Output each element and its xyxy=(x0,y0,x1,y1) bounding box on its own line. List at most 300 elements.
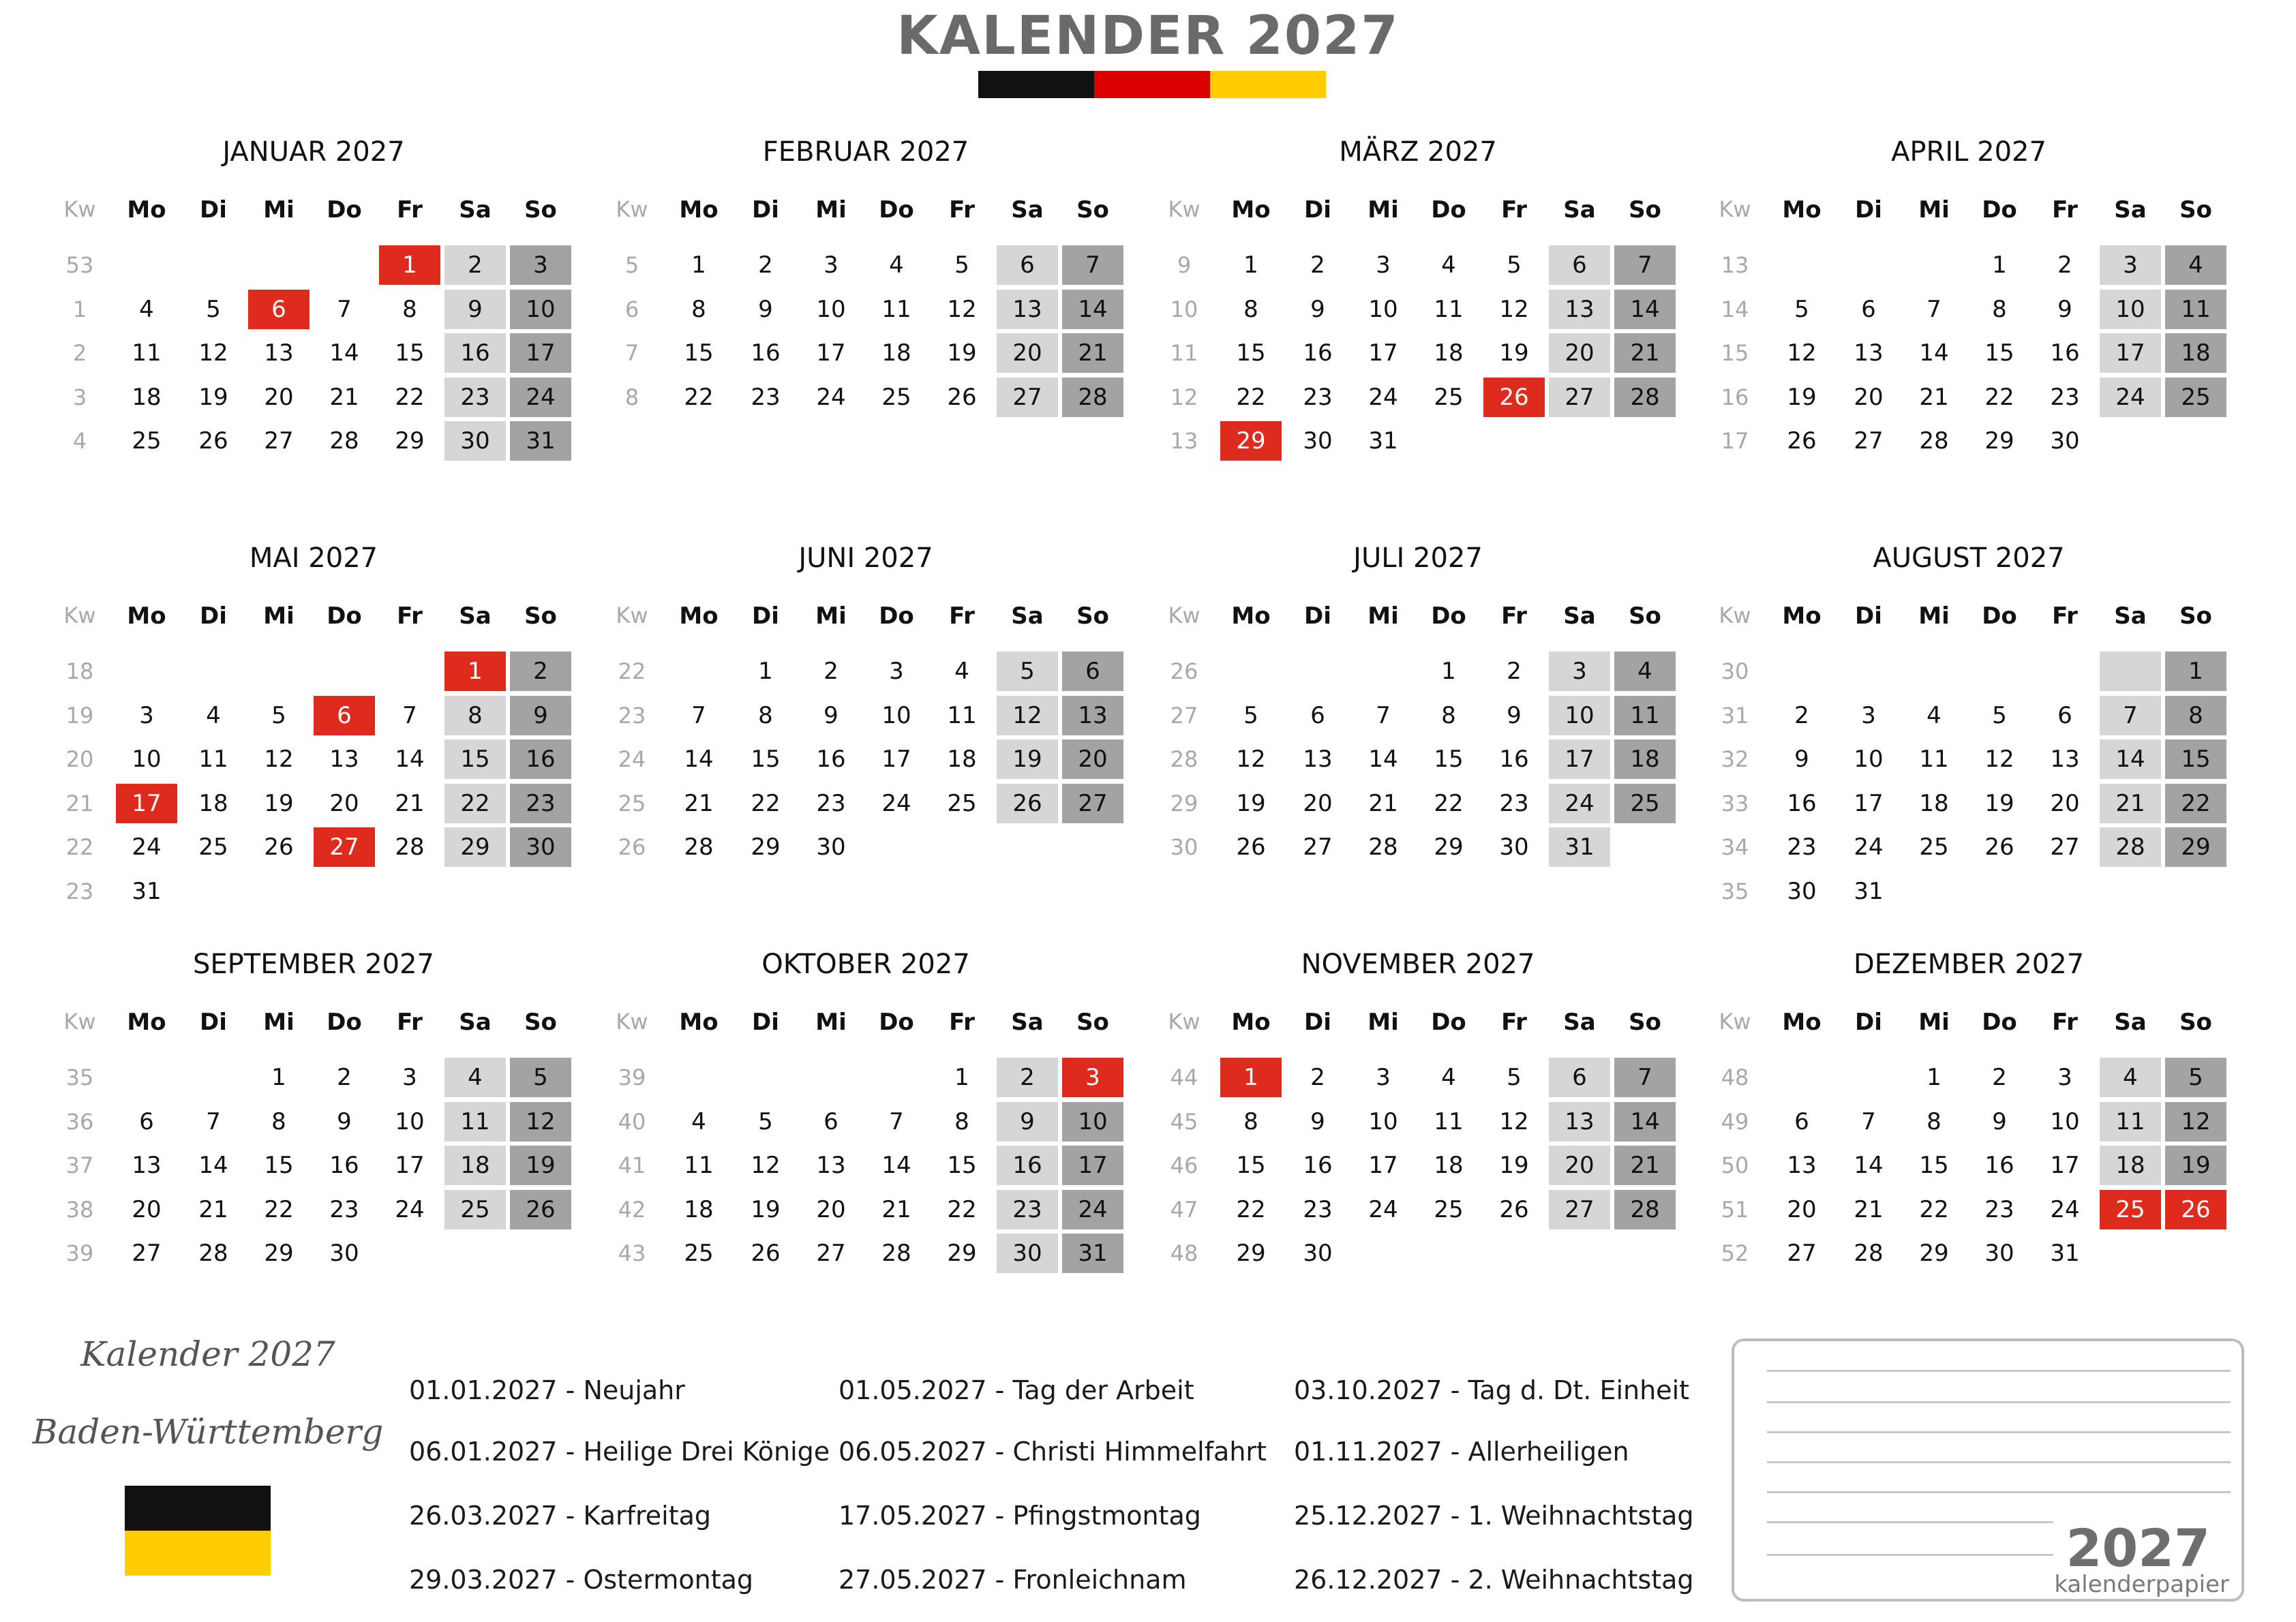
weekday-header: Mi xyxy=(815,196,847,224)
day-cell: 13 xyxy=(132,1152,162,1179)
week-number: 26 xyxy=(1170,658,1198,684)
week-number: 47 xyxy=(1170,1196,1198,1223)
weekday-header: Mo xyxy=(1231,602,1271,630)
day-cell: 18 xyxy=(132,383,162,411)
day-cell: 11 xyxy=(2100,1102,2161,1142)
day-cell: 4 xyxy=(1927,701,1942,729)
week-number: 25 xyxy=(618,790,646,816)
day-cell: 23 xyxy=(1984,1195,2014,1223)
day-cell: 15 xyxy=(2165,739,2226,779)
weekday-header: Mi xyxy=(263,602,294,630)
day-cell: 3 xyxy=(824,251,839,279)
day-cell: 25 xyxy=(1434,383,1464,411)
day-cell: 13 xyxy=(329,746,359,773)
day-cell: 15 xyxy=(947,1152,977,1179)
day-cell: 9 xyxy=(510,696,571,735)
day-cell: 19 xyxy=(2165,1146,2226,1185)
month-block xyxy=(1152,136,1684,545)
day-cell: 24 xyxy=(1549,784,1610,823)
week-number: 36 xyxy=(65,1108,94,1135)
day-cell: 5 xyxy=(1794,295,1809,323)
day-cell: 15 xyxy=(264,1152,294,1179)
day-cell: 16 xyxy=(510,739,571,779)
week-number: 29 xyxy=(1170,790,1198,816)
weekday-header: Di xyxy=(1855,196,1882,224)
day-cell: 10 xyxy=(132,746,162,773)
note-line xyxy=(1767,1554,2053,1556)
day-cell: 8 xyxy=(1243,1107,1258,1135)
weekday-header: Sa xyxy=(2114,602,2147,630)
week-number: 22 xyxy=(65,834,94,860)
holiday-item: 29.03.2027 - Ostermontag xyxy=(409,1565,754,1595)
day-cell: 5 xyxy=(1992,701,2007,729)
day-cell: 2 xyxy=(758,251,773,279)
day-cell: 18 xyxy=(1919,789,1949,817)
flag-stripe-red xyxy=(1094,71,1210,98)
weekday-header: Di xyxy=(752,1009,779,1036)
german-flag xyxy=(978,71,1326,98)
day-cell: 26 xyxy=(264,833,294,861)
note-line xyxy=(1767,1521,2053,1523)
day-cell: 29 xyxy=(2165,827,2226,867)
day-cell: 20 xyxy=(2050,789,2080,817)
day-cell: 23 xyxy=(2050,383,2080,411)
day-cell: 9 xyxy=(337,1107,352,1135)
day-cell: 20 xyxy=(1062,739,1123,779)
day-cell: 5 xyxy=(510,1058,571,1097)
day-cell: 25 xyxy=(198,833,228,861)
week-number: 15 xyxy=(1721,340,1749,366)
week-number: 4 xyxy=(72,428,87,454)
day-cell: 18 xyxy=(1434,1152,1464,1179)
day-cell: 23 xyxy=(997,1190,1058,1229)
weekday-header: Di xyxy=(1304,1009,1331,1036)
day-cell: 4 xyxy=(139,295,154,323)
day-cell: 8 xyxy=(1243,295,1258,323)
week-number: 10 xyxy=(1170,296,1198,322)
month-title: OKTOBER 2027 xyxy=(761,949,970,980)
weekday-header: Mo xyxy=(1782,1009,1822,1036)
kw-header: Kw xyxy=(63,1009,96,1035)
day-cell: 27 xyxy=(997,378,1058,417)
day-cell: 16 xyxy=(1303,1152,1333,1179)
day-cell: 28 xyxy=(1614,1190,1676,1229)
day-cell: 9 xyxy=(1794,746,1809,773)
day-cell: 21 xyxy=(1368,789,1398,817)
day-cell: 31 xyxy=(1854,877,1884,905)
week-number: 33 xyxy=(1721,790,1749,816)
day-cell: 16 xyxy=(751,339,781,367)
day-cell: 11 xyxy=(1434,1107,1464,1135)
day-cell: 6 xyxy=(1794,1107,1809,1135)
day-cell: 2 xyxy=(1992,1064,2007,1091)
week-number: 28 xyxy=(1170,746,1198,772)
day-cell: 20 xyxy=(816,1195,846,1223)
day-cell: 12 xyxy=(997,696,1058,735)
day-cell: 10 xyxy=(2100,290,2161,329)
day-cell: 15 xyxy=(1236,1152,1266,1179)
day-cell: 3 xyxy=(139,701,154,729)
day-cell: 13 xyxy=(264,339,294,367)
day-cell: 9 xyxy=(1310,295,1325,323)
day-cell: 19 xyxy=(1236,789,1266,817)
weekday-header: Sa xyxy=(459,602,492,630)
day-cell: 10 xyxy=(510,290,571,329)
weekday-header: Do xyxy=(879,196,914,224)
day-cell: 24 xyxy=(1368,383,1398,411)
day-cell: 13 xyxy=(1062,696,1123,735)
day-cell: 13 xyxy=(1549,290,1610,329)
kw-header: Kw xyxy=(616,1009,648,1035)
day-cell: 27 xyxy=(1854,427,1884,455)
day-cell: 23 xyxy=(444,378,506,417)
day-cell: 13 xyxy=(997,290,1058,329)
day-cell: 12 xyxy=(751,1152,781,1179)
week-number: 1 xyxy=(72,296,87,322)
month-block xyxy=(1152,542,1684,951)
weekday-header: Do xyxy=(327,1009,362,1036)
day-cell: 31 xyxy=(2050,1240,2080,1267)
day-cell: 17 xyxy=(2050,1152,2080,1179)
empty-weekend-cell xyxy=(2100,652,2161,691)
day-cell: 12 xyxy=(264,746,294,773)
day-cell: 14 xyxy=(684,746,714,773)
day-cell: 7 xyxy=(1861,1107,1876,1135)
month-title: NOVEMBER 2027 xyxy=(1301,949,1535,980)
weekday-header: Sa xyxy=(1563,1009,1596,1036)
day-cell: 30 xyxy=(329,1240,359,1267)
day-cell: 19 xyxy=(198,383,228,411)
day-cell: 12 xyxy=(510,1102,571,1142)
day-cell: 8 xyxy=(1441,701,1456,729)
day-cell: 7 xyxy=(889,1107,904,1135)
day-cell: 6 xyxy=(1062,652,1123,691)
day-cell: 9 xyxy=(444,290,506,329)
month-block xyxy=(1703,949,2235,1358)
day-cell: 21 xyxy=(198,1195,228,1223)
day-cell: 2 xyxy=(444,245,506,285)
day-cell: 5 xyxy=(1243,701,1258,729)
day-cell: 24 xyxy=(510,378,571,417)
holiday-item: 26.12.2027 - 2. Weihnachtstag xyxy=(1294,1565,1694,1595)
week-number: 3 xyxy=(72,384,87,410)
day-cell: 16 xyxy=(2050,339,2080,367)
weekday-header: So xyxy=(2179,602,2212,630)
day-cell: 24 xyxy=(2050,1195,2080,1223)
week-number: 27 xyxy=(1170,702,1198,729)
holiday-item: 26.03.2027 - Karfreitag xyxy=(409,1501,712,1531)
weekday-header: Fr xyxy=(2052,196,2078,224)
day-cell: 2 xyxy=(824,658,839,685)
month-title: APRIL 2027 xyxy=(1891,136,2046,168)
day-cell: 18 xyxy=(444,1146,506,1185)
day-cell: 16 xyxy=(329,1152,359,1179)
day-cell: 16 xyxy=(444,333,506,373)
day-cell: 30 xyxy=(997,1234,1058,1273)
day-cell: 5 xyxy=(758,1107,773,1135)
day-cell: 11 xyxy=(1919,746,1949,773)
day-cell: 25 xyxy=(132,427,162,455)
holiday-day-cell: 25 xyxy=(2100,1190,2161,1229)
day-cell: 8 xyxy=(1927,1107,1942,1135)
day-cell: 28 xyxy=(1614,378,1676,417)
weekday-header: Mi xyxy=(263,196,294,224)
note-line xyxy=(1767,1461,2231,1463)
day-cell: 21 xyxy=(1614,333,1676,373)
holiday-day-cell: 26 xyxy=(1483,378,1545,417)
day-cell: 10 xyxy=(1368,295,1398,323)
day-cell: 4 xyxy=(954,658,969,685)
day-cell: 14 xyxy=(1614,1102,1676,1142)
day-cell: 10 xyxy=(1549,696,1610,735)
day-cell: 30 xyxy=(1303,427,1333,455)
region-name: Baden-Württemberg xyxy=(32,1412,384,1452)
day-cell: 23 xyxy=(751,383,781,411)
day-cell: 4 xyxy=(1441,251,1456,279)
note-line xyxy=(1767,1401,2231,1403)
month-block xyxy=(1703,542,2235,951)
day-cell: 7 xyxy=(1614,245,1676,285)
day-cell: 20 xyxy=(264,383,294,411)
day-cell: 29 xyxy=(1919,1240,1949,1267)
weekday-header: Do xyxy=(327,602,362,630)
holiday-item: 06.05.2027 - Christi Himmelfahrt xyxy=(839,1437,1267,1467)
day-cell: 17 xyxy=(1062,1146,1123,1185)
day-cell: 13 xyxy=(1303,746,1333,773)
day-cell: 27 xyxy=(1062,784,1123,823)
weekday-header: Do xyxy=(879,1009,914,1036)
flag-stripe-gold xyxy=(1210,71,1326,98)
holiday-item: 01.01.2027 - Neujahr xyxy=(409,1375,685,1405)
day-cell: 11 xyxy=(1614,696,1676,735)
day-cell: 27 xyxy=(2050,833,2080,861)
weekday-header: Mo xyxy=(1782,196,1822,224)
day-cell: 9 xyxy=(1992,1107,2007,1135)
day-cell: 23 xyxy=(510,784,571,823)
day-cell: 15 xyxy=(684,339,714,367)
holiday-day-cell: 1 xyxy=(1220,1058,1282,1097)
day-cell: 30 xyxy=(816,833,846,861)
day-cell: 5 xyxy=(1507,251,1522,279)
day-cell: 21 xyxy=(1854,1195,1884,1223)
day-cell: 7 xyxy=(402,701,417,729)
day-cell: 25 xyxy=(1919,833,1949,861)
week-number: 38 xyxy=(65,1196,94,1223)
day-cell: 4 xyxy=(444,1058,506,1097)
day-cell: 23 xyxy=(1303,383,1333,411)
note-line xyxy=(1767,1370,2231,1372)
weekday-header: Sa xyxy=(1011,602,1044,630)
weekday-header: Mo xyxy=(1782,602,1822,630)
weekday-header: Sa xyxy=(459,196,492,224)
day-cell: 20 xyxy=(1854,383,1884,411)
day-cell: 29 xyxy=(947,1240,977,1267)
day-cell: 17 xyxy=(395,1152,425,1179)
day-cell: 6 xyxy=(824,1107,839,1135)
day-cell: 5 xyxy=(997,652,1058,691)
weekday-header: Mo xyxy=(679,1009,719,1036)
day-cell: 5 xyxy=(1507,1064,1522,1091)
month-title: MÄRZ 2027 xyxy=(1339,136,1497,168)
weekday-header: Fr xyxy=(949,1009,975,1036)
day-cell: 27 xyxy=(1549,1190,1610,1229)
week-number: 49 xyxy=(1721,1108,1749,1135)
day-cell: 1 xyxy=(691,251,706,279)
day-cell: 25 xyxy=(444,1190,506,1229)
day-cell: 3 xyxy=(1376,251,1391,279)
day-cell: 24 xyxy=(395,1195,425,1223)
day-cell: 5 xyxy=(206,295,221,323)
week-number: 35 xyxy=(1721,878,1749,904)
day-cell: 22 xyxy=(1236,1195,1266,1223)
day-cell: 24 xyxy=(1062,1190,1123,1229)
weekday-header: Sa xyxy=(2114,1009,2147,1036)
day-cell: 26 xyxy=(1499,1195,1529,1223)
month-block xyxy=(1703,136,2235,545)
day-cell: 9 xyxy=(824,701,839,729)
day-cell: 12 xyxy=(2165,1102,2226,1142)
holiday-item: 06.01.2027 - Heilige Drei Könige xyxy=(409,1437,830,1467)
day-cell: 21 xyxy=(1062,333,1123,373)
week-number: 14 xyxy=(1721,296,1749,322)
kw-header: Kw xyxy=(616,196,648,222)
day-cell: 9 xyxy=(1507,701,1522,729)
day-cell: 27 xyxy=(1303,833,1333,861)
day-cell: 15 xyxy=(1919,1152,1949,1179)
weekday-header: So xyxy=(1629,196,1661,224)
day-cell: 23 xyxy=(329,1195,359,1223)
weekday-header: Do xyxy=(1431,196,1466,224)
day-cell: 29 xyxy=(1434,833,1464,861)
day-cell: 30 xyxy=(510,827,571,867)
day-cell: 6 xyxy=(1310,701,1325,729)
day-cell: 9 xyxy=(1310,1107,1325,1135)
week-number: 32 xyxy=(1721,746,1749,772)
weekday-header: Fr xyxy=(397,1009,423,1036)
day-cell: 11 xyxy=(444,1102,506,1142)
weekday-header: Mi xyxy=(263,1009,294,1036)
day-cell: 27 xyxy=(132,1240,162,1267)
week-number: 23 xyxy=(618,702,646,729)
holiday-item: 17.05.2027 - Pfingstmontag xyxy=(839,1501,1201,1531)
month-title: JULI 2027 xyxy=(1353,542,1483,574)
day-cell: 6 xyxy=(1549,245,1610,285)
day-cell: 5 xyxy=(2165,1058,2226,1097)
flag-stripe-gold xyxy=(125,1531,271,1576)
week-number: 30 xyxy=(1170,834,1198,860)
week-number: 13 xyxy=(1721,252,1749,278)
week-number: 50 xyxy=(1721,1152,1749,1178)
day-cell: 24 xyxy=(2100,378,2161,417)
week-number: 5 xyxy=(624,252,639,278)
day-cell: 19 xyxy=(264,789,294,817)
day-cell: 26 xyxy=(1236,833,1266,861)
week-number: 43 xyxy=(618,1240,646,1266)
day-cell: 25 xyxy=(684,1240,714,1267)
day-cell: 14 xyxy=(395,746,425,773)
day-cell: 14 xyxy=(881,1152,911,1179)
week-number: 24 xyxy=(618,746,646,772)
day-cell: 7 xyxy=(1927,295,1942,323)
kw-header: Kw xyxy=(1719,1009,1751,1035)
day-cell: 26 xyxy=(997,784,1058,823)
month-title: DEZEMBER 2027 xyxy=(1853,949,2085,980)
weekday-header: So xyxy=(524,1009,557,1036)
day-cell: 1 xyxy=(758,658,773,685)
day-cell: 3 xyxy=(1549,652,1610,691)
weekday-header: Mi xyxy=(1918,602,1950,630)
day-cell: 4 xyxy=(691,1107,706,1135)
day-cell: 26 xyxy=(947,383,977,411)
day-cell: 11 xyxy=(947,701,977,729)
notes-box xyxy=(1732,1338,2244,1602)
day-cell: 2 xyxy=(1310,251,1325,279)
day-cell: 10 xyxy=(1854,746,1884,773)
day-cell: 14 xyxy=(198,1152,228,1179)
weekday-header: Mo xyxy=(127,196,166,224)
weekday-header: Di xyxy=(1855,602,1882,630)
day-cell: 30 xyxy=(1984,1240,2014,1267)
day-cell: 17 xyxy=(1368,1152,1398,1179)
day-cell: 25 xyxy=(881,383,911,411)
day-cell: 3 xyxy=(2057,1064,2072,1091)
week-number: 22 xyxy=(618,658,646,684)
day-cell: 6 xyxy=(1549,1058,1610,1097)
weekday-header: Sa xyxy=(459,1009,492,1036)
day-cell: 15 xyxy=(1434,746,1464,773)
month-block xyxy=(600,136,1132,545)
day-cell: 21 xyxy=(2100,784,2161,823)
day-cell: 8 xyxy=(954,1107,969,1135)
day-cell: 28 xyxy=(1062,378,1123,417)
day-cell: 30 xyxy=(1303,1240,1333,1267)
holiday-day-cell: 1 xyxy=(379,245,440,285)
day-cell: 11 xyxy=(2165,290,2226,329)
day-cell: 18 xyxy=(2165,333,2226,373)
day-cell: 13 xyxy=(816,1152,846,1179)
day-cell: 10 xyxy=(816,295,846,323)
weekday-header: So xyxy=(1629,602,1661,630)
week-number: 34 xyxy=(1721,834,1749,860)
day-cell: 19 xyxy=(510,1146,571,1185)
day-cell: 13 xyxy=(2050,746,2080,773)
day-cell: 8 xyxy=(2165,696,2226,735)
day-cell: 15 xyxy=(1236,339,1266,367)
week-number: 20 xyxy=(65,746,94,772)
week-number: 48 xyxy=(1170,1240,1198,1266)
day-cell: 22 xyxy=(1434,789,1464,817)
kw-header: Kw xyxy=(1719,196,1751,222)
day-cell: 17 xyxy=(881,746,911,773)
day-cell: 18 xyxy=(947,746,977,773)
baden-wuerttemberg-flag xyxy=(125,1486,271,1576)
day-cell: 29 xyxy=(1236,1240,1266,1267)
day-cell: 3 xyxy=(2100,245,2161,285)
weekday-header: Do xyxy=(879,602,914,630)
day-cell: 12 xyxy=(1499,295,1529,323)
day-cell: 11 xyxy=(132,339,162,367)
day-cell: 26 xyxy=(1787,427,1817,455)
day-cell: 1 xyxy=(1243,251,1258,279)
holiday-day-cell: 27 xyxy=(314,827,375,867)
day-cell: 14 xyxy=(1854,1152,1884,1179)
day-cell: 1 xyxy=(954,1064,969,1091)
week-number: 39 xyxy=(618,1065,646,1090)
weekday-header: Mi xyxy=(815,1009,847,1036)
weekday-header: So xyxy=(1076,602,1109,630)
day-cell: 1 xyxy=(271,1064,286,1091)
weekday-header: Do xyxy=(327,196,362,224)
